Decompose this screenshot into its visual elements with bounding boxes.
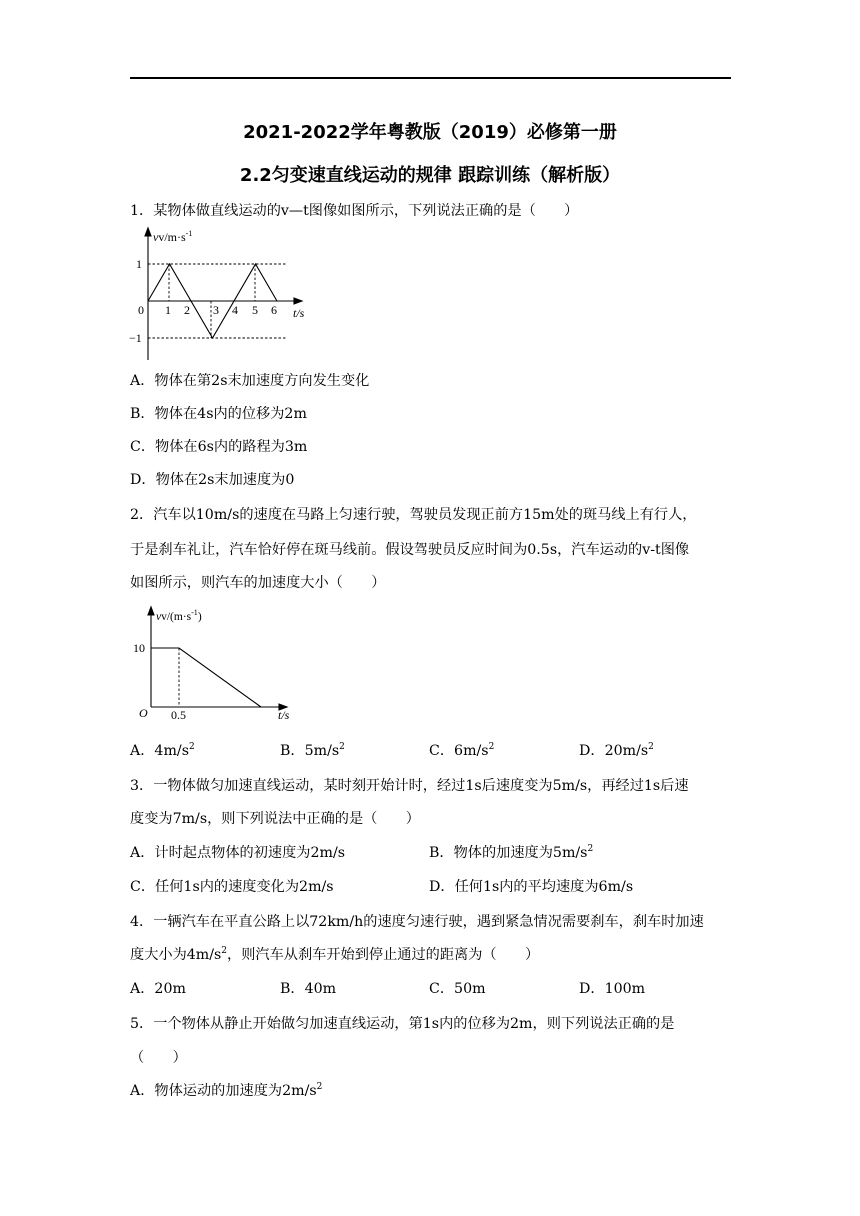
q4-option-c: C．50m (429, 981, 486, 997)
q2-option-d: D．$20m/s^2$ (579, 742, 654, 759)
q1-option-a: A．物体在第2s末加速度方向发生变化 (130, 373, 370, 389)
q2-y-axis-label-text: v/(m·s (161, 611, 192, 623)
q2-series-line (151, 648, 261, 707)
q2-y-axis-label-exp: -1 (191, 608, 198, 617)
q3-option-a: A．计时起点物体的初速度为2m/s (130, 845, 346, 861)
q2-origin-label: O (139, 706, 148, 720)
q2-vt-chart (130, 600, 305, 725)
q5-stem-line2: （ ） (130, 1050, 187, 1066)
q2-y-axis-label: $vv/(m\cdot s^{-1})$ (156, 608, 202, 623)
q2-stem-line1: 2．汽车以10m/s的速度在马路上匀速行驶，驾驶员发现正前方15m处的斑马线上有行人， (130, 507, 697, 523)
q1-y-axis-label: $vv/m\cdot s^{-1}$ (153, 229, 193, 244)
q4-option-d: D．100m (579, 981, 646, 997)
q2-y-tick-10: 10 (133, 641, 145, 655)
q4-option-a: A．20m (130, 981, 186, 997)
q2-stem-line3: 如图所示，则汽车的加速度大小（ ） (130, 575, 386, 591)
q2-y-axis-label-close: ) (197, 611, 202, 623)
q3-stem-line2: 度变为7m/s，则下列说法中正确的是（ ） (130, 811, 420, 827)
q4-stem-line1: 4．一辆汽车在平直公路上以72km/h的速度匀速行驶，遇到紧急情况需要刹车，刹车时加速 (130, 914, 704, 930)
q1-option-b: B．物体在4s内的位移为2m (130, 406, 307, 422)
q2-x-tick-05: 0.5 (171, 708, 186, 722)
q1-x-tick-1: 1 (165, 303, 171, 317)
q1-x-arrow (294, 298, 302, 304)
q1-vt-chart (125, 225, 325, 365)
q1-option-c: C．物体在6s内的路程为3m (130, 439, 308, 455)
q2-option-c: C．$6m/s^2$ (429, 742, 495, 759)
q1-x-tick-2: 2 (184, 303, 190, 317)
q3-option-c: C．任何1s内的速度变化为2m/s (130, 879, 334, 895)
q1-stem: 1．某物体做直线运动的v—t图像如图所示，下列说法正确的是（ ） (130, 203, 579, 219)
q3-option-b: B．物体的加速度为$5m/s^2$ (429, 844, 594, 861)
q1-option-d: D．物体在2s末加速度为0 (130, 472, 295, 488)
q5-option-a: A．物体运动的加速度为$2m/s^2$ (130, 1082, 323, 1099)
q1-x-tick-6: 6 (271, 303, 277, 317)
q2-x-axis-label: t/s (278, 708, 290, 722)
q1-y-arrow (145, 228, 151, 236)
q1-y-tick-neg1: −1 (129, 331, 142, 345)
q1-y-tick-1: 1 (136, 257, 142, 271)
q3-option-d: D．任何1s内的平均速度为6m/s (429, 879, 634, 895)
document-title-line2: 2.2匀变速直线运动的规律 跟踪训练（解析版） (239, 165, 621, 186)
q5-stem-line1: 5．一个物体从静止开始做匀加速直线运动，第1s内的位移为2m，则下列说法正确的是 (130, 1016, 675, 1032)
q1-y-axis-label-exp: -1 (185, 229, 193, 238)
q1-x-tick-4: 4 (232, 303, 238, 317)
q2-option-a: A．$4m/s^2$ (130, 742, 195, 759)
q1-x-tick-5: 5 (252, 303, 258, 317)
header-rule (130, 77, 731, 79)
q4-option-b: B．40m (280, 981, 337, 997)
q1-x-axis-label: t/s (293, 306, 305, 320)
document-title-line1: 2021-2022学年粤教版（2019）必修第一册 (243, 122, 617, 143)
q1-origin-label: 0 (138, 303, 144, 317)
q4-stem-line2: 度大小为$4m/s^2$，则汽车从刹车开始到停止通过的距离为（ ） (130, 946, 540, 963)
q1-y-axis-label-text: v/m·s (158, 230, 186, 244)
q2-option-b: B．$5m/s^2$ (280, 742, 345, 759)
q3-stem-line1: 3．一物体做匀加速直线运动，某时刻开始计时，经过1s后速度变为5m/s，再经过1s后速 (130, 778, 689, 794)
q2-y-arrow (148, 607, 154, 615)
q2-stem-line2: 于是刹车礼让，汽车恰好停在斑马线前。假设驾驶员反应时间为0.5s，汽车运动的v-t图像 (130, 542, 690, 558)
q1-x-tick-3: 3 (213, 303, 219, 317)
